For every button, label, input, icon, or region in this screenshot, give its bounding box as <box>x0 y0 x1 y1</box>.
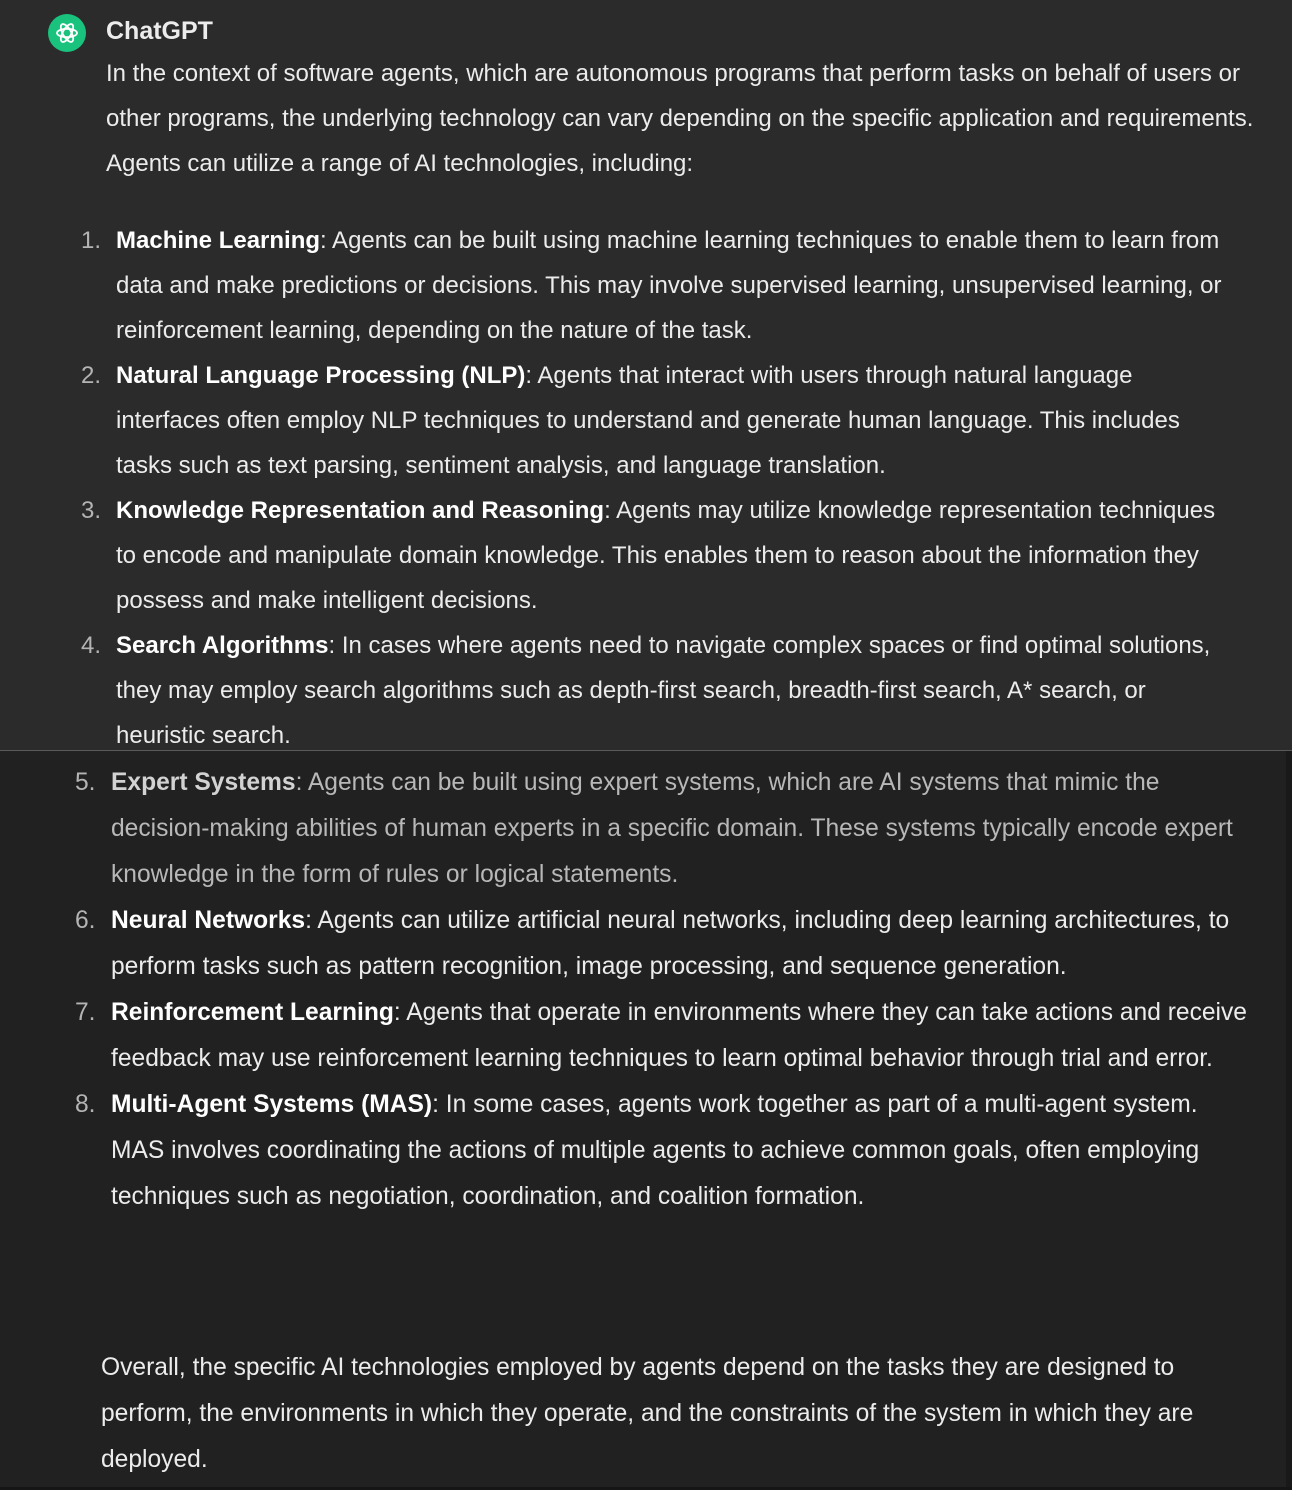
list-text: : In cases where agents need to navigate complex spaces or find optimal solutions, they may employ search algorithms such as depth-first search, breadth-first search, A* search, or heuristic search. <box>116 632 1211 749</box>
list-item <box>81 218 1236 353</box>
list-item <box>75 990 1251 1082</box>
tech-list-top <box>81 218 1236 758</box>
list-text: : Agents can be built using machine learning techniques to enable them to learn from data and make predictions or decisions. This may involve supervised learning, unsupervised learning, or reinforcement learning, depending on the nature of the task. <box>116 227 1222 344</box>
list-item <box>81 488 1236 623</box>
list-term: Neural Networks <box>111 907 306 934</box>
list-term: Multi-Agent Systems (MAS) <box>111 1091 433 1118</box>
list-term: Natural Language Processing (NLP) <box>116 362 526 389</box>
list-text: : Agents may utilize knowledge representation techniques to encode and manipulate domain knowledge. This enables them to reason about the information they possess and make intelligent decisions. <box>116 497 1216 614</box>
list-term: Search Algorithms <box>116 632 329 659</box>
list-text: : Agents can utilize artificial neural networks, including deep learning architectures, to perform tasks such as pattern recognition, image processing, and sequence generation. <box>111 907 1230 980</box>
list-item <box>81 623 1236 758</box>
list-text: : In some cases, agents work together as part of a multi-agent system. MAS involves coordinating the actions of multiple agents to achieve common goals, often employing techniques such as negotiation, coordination, and coalition formation. <box>111 1091 1200 1210</box>
openai-logo-icon <box>48 14 86 52</box>
list-term: Machine Learning <box>116 227 321 254</box>
list-number: 4. <box>81 632 102 659</box>
list-item <box>81 353 1236 488</box>
list-text: : Agents that operate in environments where they can take actions and receive feedback may use reinforcement learning techniques to learn optimal behavior through trial and error. <box>111 999 1247 1072</box>
openai-logo-glyph <box>54 20 80 46</box>
outro-paragraph: Overall, the specific AI technologies employed by agents depend on the tasks they are designed to perform, the environments in which they operate, and the constraints of the system in which they are deployed. <box>101 1354 1194 1473</box>
list-term: Expert Systems <box>111 769 296 796</box>
list-item <box>75 760 1251 898</box>
list-text: : Agents that interact with users through natural language interfaces often employ NLP techniques to understand and generate human language. This includes tasks such as text parsing, sentiment analysis, and language translation. <box>116 362 1180 479</box>
list-term: Knowledge Representation and Reasoning <box>116 497 605 524</box>
list-number: 3. <box>81 497 102 524</box>
list-number: 6. <box>75 907 96 934</box>
list-number: 5. <box>75 769 96 796</box>
list-item <box>75 898 1251 990</box>
intro-paragraph: In the context of software agents, which are autonomous programs that perform tasks on behalf of users or other programs, the underlying technology can vary depending on the specific application and requirements. Agents can utilize a range of AI technologies, including: <box>106 60 1254 177</box>
list-text: : Agents can be built using expert systems, which are AI systems that mimic the decision-making abilities of human experts in a specific domain. These systems typically encode expert knowledge in the form of rules or logical statements. <box>111 769 1233 888</box>
list-number: 2. <box>81 362 102 389</box>
list-number: 7. <box>75 999 96 1026</box>
tech-list-bottom <box>75 760 1251 1220</box>
list-item <box>75 1082 1251 1220</box>
list-term: Reinforcement Learning <box>111 999 394 1026</box>
scrollbar-track <box>1286 751 1292 1490</box>
sender-name: ChatGPT <box>106 17 213 45</box>
list-number: 1. <box>81 227 102 254</box>
list-number: 8. <box>75 1091 96 1118</box>
